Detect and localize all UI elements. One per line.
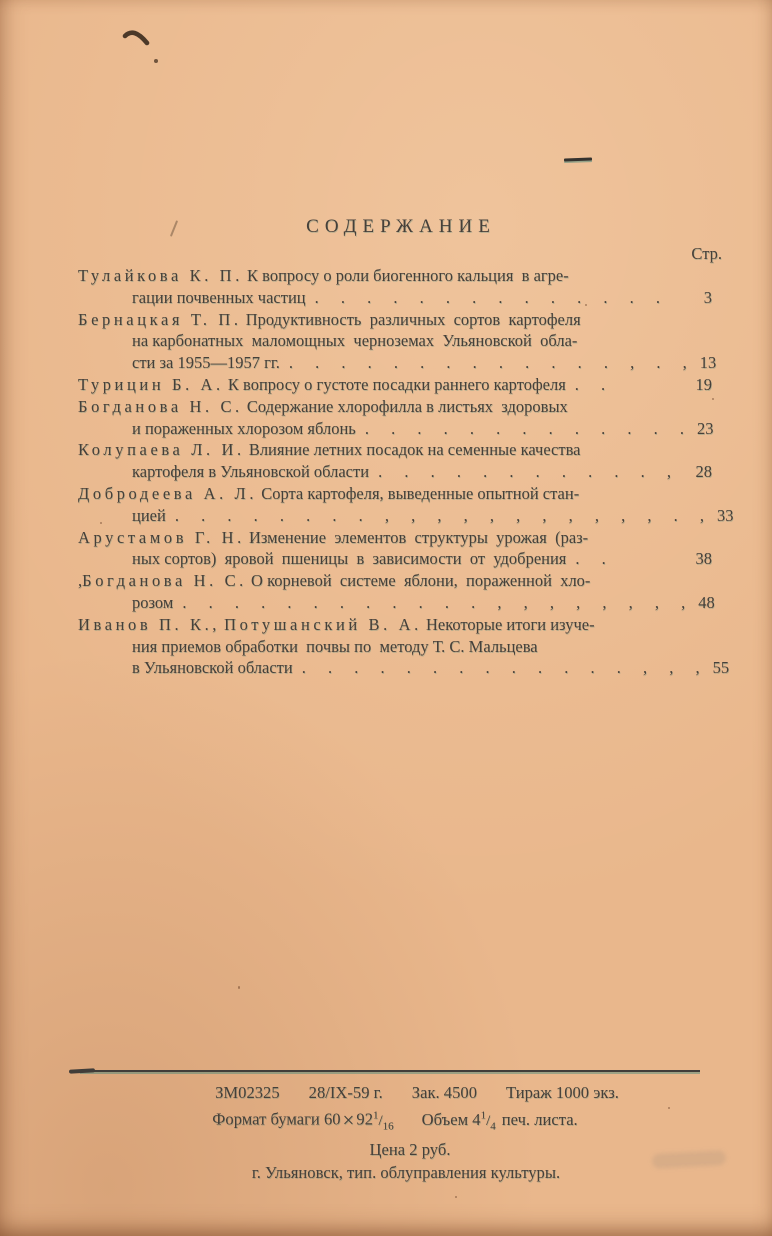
toc-page-number: 28 bbox=[695, 462, 712, 482]
toc-line bbox=[78, 375, 712, 397]
toc-page-number: 3 bbox=[703, 287, 712, 307]
imprint-price-line: Цена 2 руб. bbox=[369, 1139, 451, 1159]
toc-line bbox=[78, 637, 712, 659]
pen-mark bbox=[118, 26, 168, 72]
toc-line-text: и пораженных хлорозом яблонь . . . . . . . . . . . . . bbox=[132, 418, 689, 438]
toc-line bbox=[78, 592, 715, 615]
imprint-format-line bbox=[78, 1104, 712, 1138]
dot-leader: . . bbox=[574, 374, 611, 394]
imprint-order-line: ЗМ02325 28/IX-59 г. Зак. 4500 Тираж 1000 экз. bbox=[215, 1083, 619, 1102]
toc-page-number: 48 bbox=[698, 592, 715, 612]
fraction-1-16: $^1/_{16}$ bbox=[372, 1109, 394, 1132]
toc-line-text: ния приемов обработки почвы по методу Т. С. Мальцева bbox=[132, 636, 538, 656]
toc-line-text: на карбонатных маломощных черноземах Ульяновской обла- bbox=[132, 331, 578, 351]
toc-line-text: розом . . . . . . . . . . . . , , , , , , , , bbox=[132, 592, 691, 612]
dot-leader: . . bbox=[575, 549, 611, 569]
toc-line-text: Иванов П. К., Потушанский В. А. Некоторые итоги изуче- bbox=[78, 614, 595, 634]
dot-leader: . . . . . . . . . . . . . . bbox=[314, 287, 665, 307]
toc-line bbox=[78, 419, 712, 441]
imprint-rule bbox=[80, 1070, 700, 1072]
toc-line-text: Турицин Б. А. К вопросу о густоте посадки раннего картофеля . . bbox=[78, 374, 611, 394]
paper-speck bbox=[238, 986, 240, 989]
toc-line bbox=[78, 615, 712, 637]
dot-leader: . . . . . . . . , , , , , , , , , , , . , bbox=[174, 505, 709, 525]
toc-line-text: картофеля в Ульяновской области . . . . . . . . . . . , bbox=[132, 462, 676, 482]
toc-line bbox=[78, 505, 734, 528]
dot-leader: . . . . . . . . . . . . . , . , bbox=[288, 353, 692, 373]
dot-leader: . . . . . . . . . . . . , , , , , , , , bbox=[182, 592, 691, 612]
paper-speck bbox=[455, 1196, 457, 1198]
format-prefix: Формат бумаги 60 bbox=[212, 1109, 341, 1129]
toc-line-text: Тулайкова К. П. К вопросу о роли биогенного кальция в агре- bbox=[78, 266, 569, 285]
format-size: 92 bbox=[356, 1109, 373, 1129]
toc-line-text: ных сортов) яровой пшеницы в зависимости от удобрения . . bbox=[132, 549, 611, 569]
toc-line bbox=[78, 658, 730, 680]
toc-page-number: 19 bbox=[695, 374, 712, 394]
toc-line bbox=[78, 571, 712, 593]
multiply-sign: × bbox=[342, 1107, 355, 1132]
toc-line-text: цией . . . . . . . . , , , , , , , , , , , . , bbox=[132, 505, 709, 525]
toc-line bbox=[78, 462, 712, 484]
paper-speck bbox=[712, 398, 714, 400]
toc-line-text: гации почвенных частиц . . . . . . . . . . . . . . bbox=[132, 287, 665, 307]
toc-line bbox=[78, 310, 712, 332]
fraction-1-4: $^1/_4$ bbox=[480, 1109, 496, 1132]
dot-leader: . . . . . . . . . . . . . bbox=[364, 418, 689, 438]
toc-line-text: сти за 1955—1957 гг. . . . . . . . . . . . . . , . , bbox=[132, 353, 692, 373]
toc-page-number: 13 bbox=[699, 353, 717, 373]
toc-line-text: Бернацкая Т. П. Продуктивность различных сортов картофеля bbox=[78, 309, 581, 329]
printed-dash-mark bbox=[564, 158, 592, 162]
toc-line bbox=[78, 440, 712, 462]
toc-line bbox=[78, 288, 712, 310]
toc-line bbox=[78, 549, 712, 571]
toc-line-text: Колупаева Л. И. Влияние летних посадок на семенные качества bbox=[78, 440, 581, 460]
toc-line bbox=[78, 397, 712, 419]
format-volume: Объем 4 bbox=[421, 1109, 481, 1129]
toc-line bbox=[78, 266, 712, 288]
format-suffix: печ. листа. bbox=[501, 1109, 578, 1129]
toc-line-text: в Ульяновской области . . . . . . . . . . . . . , , , bbox=[132, 658, 705, 678]
toc-line-text: Добродеева А. Л. Сорта картофеля, выведенные опытной стан- bbox=[78, 483, 580, 503]
toc-line bbox=[78, 331, 712, 353]
toc-line bbox=[78, 528, 712, 550]
dot-leader: . . . . . . . . . . . , bbox=[378, 462, 676, 482]
toc-line bbox=[78, 353, 717, 375]
toc-entries bbox=[78, 266, 734, 680]
toc-line bbox=[78, 484, 712, 506]
toc-title: СОДЕРЖАНИЕ bbox=[306, 216, 496, 237]
toc-line-text: Богданова Н. С. Содержание хлорофилла в листьях здоровых bbox=[78, 396, 568, 416]
toc-page-number: 23 bbox=[696, 418, 714, 438]
toc-page-number: 55 bbox=[712, 658, 730, 678]
imprint-city-line: г. Ульяновск, тип. облуправления культуры. bbox=[251, 1162, 561, 1182]
page-column-label: Стр. bbox=[691, 244, 722, 263]
toc-page-number: 38 bbox=[695, 549, 712, 569]
toc-page-number: 33 bbox=[716, 505, 734, 525]
toc-line-text: Арустамов Г. Н. Изменение элементов структуры урожая (раз- bbox=[78, 527, 589, 547]
imprint-block bbox=[78, 1081, 712, 1184]
toc-line-text: ,Богданова Н. С. О корневой системе яблони, пораженной хло- bbox=[78, 571, 591, 591]
dot-leader: . . . . . . . . . . . . . , , , bbox=[301, 658, 705, 678]
